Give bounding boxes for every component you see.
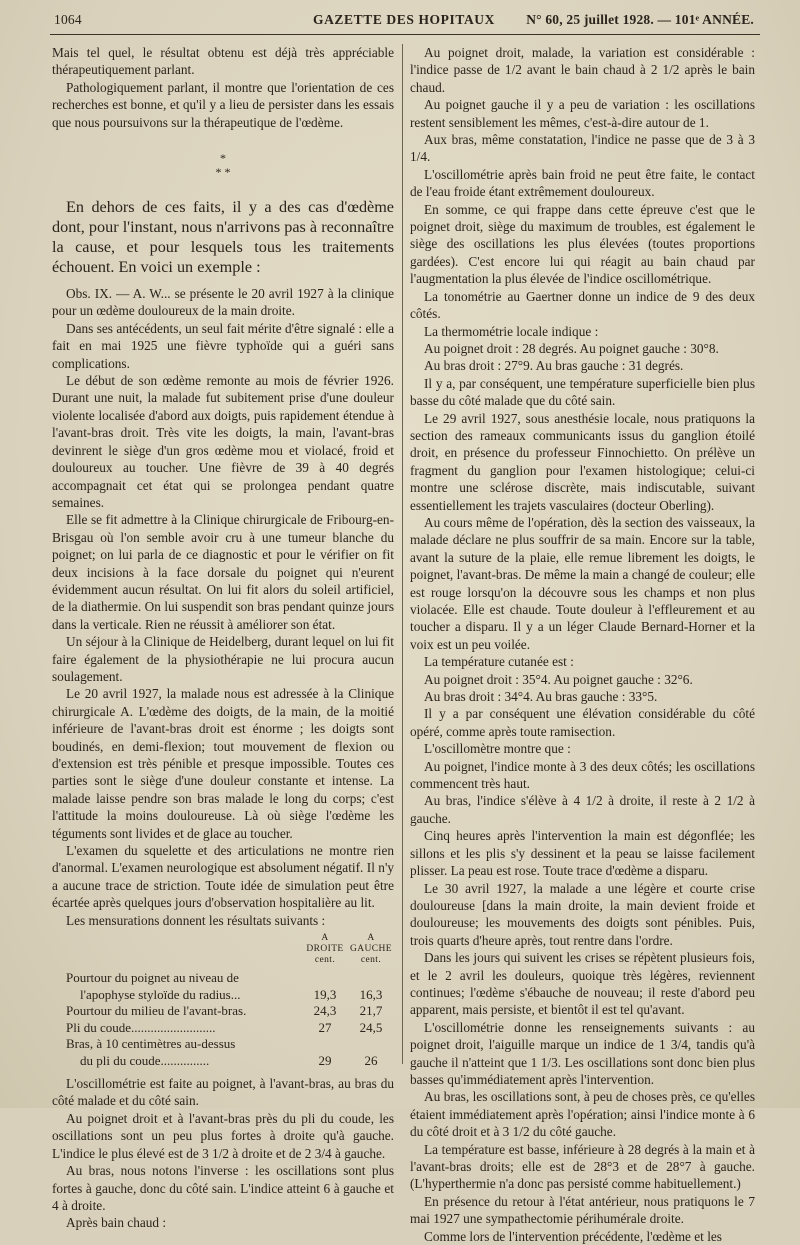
paragraph: Après bain chaud : <box>66 1215 167 1231</box>
row-label: Pli du coude.......................... <box>66 1019 216 1035</box>
intro-paragraph: En dehors de ces faits, il y a des cas d'œdème dont, pour l'instant, nous n'arrivons pas à reconnaître la cause, et pour lesquels tous les traitements échouent. En voici un exemple : <box>52 198 394 277</box>
paragraph: Obs. IX. — A. W... se présente le 20 avril 1927 à la clinique pour un œdème douloureux de la main droite. <box>52 286 394 319</box>
paragraph: Il y a par conséquent une élévation considérable du côté opéré, comme après toute ramisection. <box>410 706 755 739</box>
paragraph: Il y a, par conséquent, une température superficielle bien plus basse du côté malade que du côté sain. <box>410 375 755 409</box>
paragraph: L'oscillomètre montre que : <box>424 741 571 757</box>
paragraph: Au poignet, l'indice monte à 3 des deux côtés; les oscillations commencent très haut. <box>410 758 755 792</box>
paragraph: Au poignet droit et à l'avant-bras près du pli du coude, les oscillations sont un peu plus fortes à droite qu'à gauche. L'indice le plus élevé est de 3 1/2 à droite et de 2 3/4 à gauche. <box>52 1110 394 1161</box>
value-droite: 19,3 <box>313 986 337 1002</box>
column-header-gauche: A GAUCHE cent. <box>350 933 392 966</box>
paragraph: L'oscillométrie donne les renseignements suivants : au poignet droit, l'aiguille marque un indice de 1 3/4, tandis qu'à gauche il n'atteint que 1 1/3. Les oscillations sont donc bien plus basses qu'immédiatement après l'intervention. <box>410 1019 755 1087</box>
paragraph: Dans les jours qui suivent les crises se répètent plusieurs fois, et le 2 avril les douleurs, quoique très légères, reviennent continues; l'œdème s'ébauche de nouveau; il reste d'abord peu apparent, mais persiste, et bientôt il est tel qu'avant. <box>410 950 755 1018</box>
paragraph: Au bras droit : 27°9. Au bras gauche : 31 degrés. <box>424 358 684 374</box>
paragraph: La tonométrie au Gaertner donne un indice de 9 des deux côtés. <box>410 288 755 322</box>
table-row <box>52 1003 394 1020</box>
right-column <box>410 44 755 1245</box>
paragraph: Au poignet droit : 35°4. Au poignet gauche : 32°6. <box>424 671 693 687</box>
value-gauche: 26 <box>364 1052 378 1068</box>
value-gauche: 21,7 <box>359 1003 383 1019</box>
paragraph: En somme, ce qui frappe dans cette épreuve c'est que le poignet droit, siège du maximum de troubles, est également le siège des oscillations les plus élevées (toutes proportions gardées). C'est encore lui qui réagit au bain chaud par l'augmentation la plus élevée de l'indice oscillométrique. <box>410 201 755 287</box>
paragraph: Pathologiquement parlant, il montre que l'orientation de ces recherches est bonne, et qu'il y a lieu de persister dans les essais que nous poursuivons sur la thérapeutique de l'œdème. <box>52 79 394 130</box>
paragraph: Au cours même de l'opération, dès la section des vaisseaux, la malade déclare ne plus souffrir de sa main. Encore sur la table, avant la suture de la plaie, elle remue librement les doigts, le poignet, l'avant-bras. De même la main a changé de couleur; elle est rouge lorsqu'on la découvre sous les champs et non plus violacée. Elle est chaude. Toute douleur à l'effleurement et au toucher a disparu. Il y a un léger Claude Bernard-Horner et la voix est un peu voilée. <box>410 514 755 652</box>
measurements-table <box>52 933 394 1069</box>
paragraph: Au bras, l'indice s'élève à 4 1/2 à droite, il reste à 2 1/2 à gauche. <box>410 793 755 826</box>
paragraph: Les mensurations donnent les résultats suivants : <box>66 912 326 928</box>
paragraph: Le 29 avril 1927, sous anesthésie locale, nous pratiquons la section des rameaux communicants issus du ganglion étoilé droit, en présence du professeur Finnochietto. On prélève un fragment du ganglion pour l'examen histologique; celui-ci montre une sclérose discrète, mais indiscutable, suivant essentiellement les trajets vasculaires (docteur Oberling). <box>410 410 755 513</box>
page-header <box>54 10 754 32</box>
paragraph: L'oscillométrie est faite au poignet, à l'avant-bras, au bras du côté malade et du côté sain. <box>52 1076 394 1109</box>
paragraph: Elle se fit admettre à la Clinique chirurgicale de Fribourg-en-Brisgau où l'on semble avoir cru à une tumeur blanche du poignet; on lui parla de ce diagnostic et pour le vérifier on fit deux incisions à la face dorsale du poignet qui n'eurent évidemment aucun résultat. On lui fit alors du soleil artificiel, de la diathermie. On lui suspendit son bras pendant quinze jours dans la verticale. Rien ne réussit à améliorer son état. <box>52 512 394 632</box>
column-divider <box>402 44 403 1064</box>
row-label: Bras, à 10 centimètres au-dessus du pli du coude............... <box>66 1036 236 1068</box>
paragraph: Un séjour à la Clinique de Heidelberg, durant lequel on lui fit faire également de la physiothérapie ne lui procura aucun soulagement. <box>52 634 394 684</box>
paragraph: Au bras, nous notons l'inverse : les oscillations sont plus fortes à gauche, donc du côté sain. L'indice atteint 6 à gauche et 4 à droite. <box>52 1163 394 1213</box>
paragraph: La thermométrie locale indique : <box>424 323 599 339</box>
page-number: 1064 <box>54 12 82 27</box>
column-header-droite: A DROITE cent. <box>306 933 344 966</box>
paragraph: Au poignet droit : 28 degrés. Au poignet gauche : 30°8. <box>424 340 719 356</box>
paragraph: Comme lors de l'intervention précédente, l'œdème et les <box>424 1228 722 1244</box>
row-label: Pourtour du milieu de l'avant-bras. <box>66 1003 247 1019</box>
paragraph: Mais tel quel, le résultat obtenu est déjà très appréciable thérapeutiquement parlant. <box>52 45 394 78</box>
header-rule <box>50 34 760 35</box>
separator-stars: * * <box>215 165 231 180</box>
table-row <box>52 970 394 1003</box>
value-droite: 24,3 <box>313 1003 337 1019</box>
paragraph: Au poignet droit, malade, la variation est considérable : l'indice passe de 1/2 avant le bain chaud à 2 1/2 après le bain chaud. <box>410 45 755 95</box>
left-column <box>52 44 394 1232</box>
paragraph: L'oscillométrie après bain froid ne peut être faite, le contact de l'eau froide étant extrêmement douloureux. <box>410 166 755 200</box>
paragraph: L'examen du squelette et des articulations ne montre rien d'anormal. L'examen neurologique est absolument négatif. Il n'y a aucune trace de striction. Toute idée de simulation peut être écartée après quelques jours d'observation hospitalière au lit. <box>52 843 394 911</box>
paragraph: Le début de son œdème remonte au mois de février 1926. Durant une nuit, la malade fut subitement prise d'une douleur violente localisée d'abord aux doigts, puis rapidement étendue à l'avant-bras droit. Très vite les doigts, la main, l'avant-bras devinrent le siège d'un gros œdème mou et violacé, froid et douloureux au toucher. Une fièvre de 39 à 40 degrés accompagnait cet état qui se prolongea pendant quatre semaines. <box>52 373 394 510</box>
paragraph: La température cutanée est : <box>424 654 574 670</box>
separator-star: * <box>220 151 226 166</box>
table-row <box>52 1020 394 1037</box>
table-header-row <box>52 933 394 970</box>
paragraph: Le 30 avril 1927, la malade a une légère et courte crise douloureuse [dans la main droite, la main devient froide et douloureuse; les mouvements des doigts sont pénibles. Puis, trois quarts d'heure après, tout rentre dans l'ordre. <box>410 880 755 948</box>
section-separator <box>52 151 394 179</box>
table-row <box>52 1036 394 1069</box>
paragraph: Cinq heures après l'intervention la main est dégonflée; les sillons et les plis s'y dessinent et la peau se laisse facilement plisser. La peau est rose. Toute trace d'œdème a disparu. <box>410 828 755 879</box>
paragraph: Le 20 avril 1927, la malade nous est adressée à la Clinique chirurgicale A. L'œdème des doigts, de la main, de la moitié inférieure de l'avant-bras droit est énorme ; les doigts sont boudinés, en demi-flexion; tout mouvement de flexion ou d'extension est très pénible et presque impossible. Toutes ces parties sont le siège d'une douleur constante et intense. La malade laisse pendre son bras malade le long du corps; c'est l'attitude la moins douloureuse. Là où siège l'œdème les téguments sont livides et de glace au toucher. <box>52 686 394 841</box>
paragraph: La température est basse, inférieure à 28 degrés à la main et à l'avant-bras droits; elle est de 28°3 et de 28°7 à gauche. (L'hyperthermie n'a donc pas persisté comme habituellement.) <box>410 1141 755 1192</box>
paragraph: Au poignet gauche il y a peu de variation : les oscillations restent sensiblement les mêmes, c'est-à-dire autour de 1. <box>410 97 755 130</box>
row-label: Pourtour du poignet au niveau de l'apophyse styloïde du radius... <box>66 970 241 1002</box>
paragraph: Au bras droit : 34°4. Au bras gauche : 33°5. <box>424 689 658 705</box>
paragraph: Au bras, les oscillations sont, à peu de choses près, ce qu'elles étaient immédiatement après l'opération; ainsi l'indice monte à 6 du côté droit et à 3 1/2 du côté gauche. <box>410 1089 755 1140</box>
value-gauche: 24,5 <box>359 1019 383 1035</box>
value-droite: 29 <box>318 1052 332 1068</box>
issue-info: N° 60, 25 juillet 1928. — 101ᵉ ANNÉE. <box>526 12 754 27</box>
value-droite: 27 <box>318 1019 332 1035</box>
value-gauche: 16,3 <box>359 986 383 1002</box>
paragraph: Aux bras, même constatation, l'indice ne passe que de 3 à 3 1/4. <box>410 132 755 165</box>
paragraph: En présence du retour à l'état antérieur, nous pratiquons le 7 mai 1927 une sympathectomie périhumérale droite. <box>410 1193 755 1227</box>
journal-title: GAZETTE DES HOPITAUX <box>312 12 496 27</box>
paragraph: Dans ses antécédents, un seul fait mérite d'être signalé : elle a fait en mai 1925 une fièvre typhoïde qui a guéri sans complications. <box>52 320 394 371</box>
